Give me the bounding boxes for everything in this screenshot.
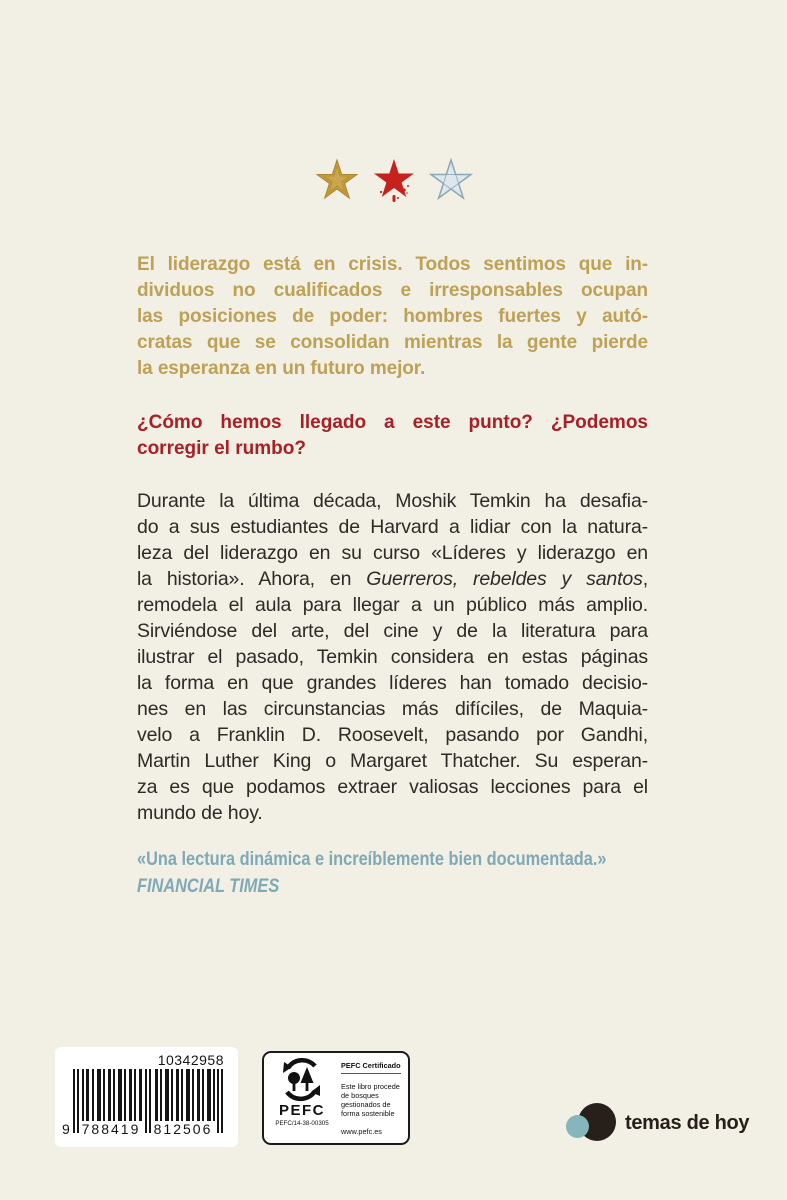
publisher-teal-circle-icon bbox=[566, 1115, 589, 1138]
publisher-logo bbox=[560, 1098, 760, 1148]
back-cover-text bbox=[137, 252, 648, 900]
pefc-website: www.pefc.es bbox=[341, 1127, 382, 1136]
isbn-check-digit: 9 bbox=[62, 1121, 70, 1137]
intro-paragraph: El liderazgo está en crisis. Todos sentimos que in- dividuos no cualificados e irresponsables ocupan las posiciones de poder: hombres fuertes y autó- cratas que se consolidan mientras la gente pierde la esperanza en un futuro mejor. bbox=[137, 254, 648, 379]
pefc-description: Este libro procede de bosques gestionados de forma sostenible bbox=[341, 1082, 400, 1118]
red-star-icon bbox=[373, 157, 415, 205]
pefc-text-block bbox=[341, 1058, 401, 1139]
pefc-title: PEFC Certificado bbox=[341, 1061, 401, 1074]
stars-row bbox=[0, 157, 787, 205]
barcode-top-number: 10342958 bbox=[157, 1052, 224, 1068]
pefc-wordmark: PEFC bbox=[278, 1102, 325, 1119]
body-paragraph: Durante la última década, Moshik Temkin ha desafia- do a sus estudiantes de Harvard a lidiar con la natura- leza del liderazgo en su curso «Líderes y liderazgo en la historia». Ahora, en Guerreros, rebeldes y santos, remodela el aula para llegar a un público más amplio. Sirviéndose del arte, del cine y de la literatura para ilustrar el pasado, Temkin considera en estas páginas la forma en que grandes líderes han tomado decisio- nes en las circunstancias más difíciles, de Maquia- velo a Franklin D. Roosevelt, pasando por Gandhi, Martin Luther King o Margaret Thatcher. Su esperan- za es que podamos extraer valiosas lecciones para el mundo de hoy. bbox=[137, 490, 648, 824]
pefc-logo-block bbox=[270, 1058, 334, 1139]
publisher-name: temas de hoy bbox=[625, 1112, 750, 1134]
isbn-digits bbox=[55, 1121, 238, 1143]
press-review bbox=[137, 846, 648, 900]
isbn-group-2: 812506 bbox=[153, 1121, 213, 1137]
pefc-trees-icon bbox=[279, 1058, 325, 1102]
gold-star-icon bbox=[315, 158, 359, 204]
pefc-label bbox=[262, 1051, 410, 1145]
review-quote: «Una lectura dinámica e increíblemente bien documentada.» bbox=[137, 849, 607, 870]
silver-star-icon bbox=[429, 158, 473, 204]
barcode-label bbox=[55, 1047, 238, 1147]
isbn-group-1: 788419 bbox=[81, 1121, 141, 1137]
review-source: FINANCIAL TIMES bbox=[137, 876, 280, 897]
pefc-cert-number: PEFC/14-38-00305 bbox=[275, 1120, 329, 1127]
question-heading: ¿Cómo hemos llegado a este punto? ¿Podemos corregir el rumbo? bbox=[137, 412, 648, 459]
